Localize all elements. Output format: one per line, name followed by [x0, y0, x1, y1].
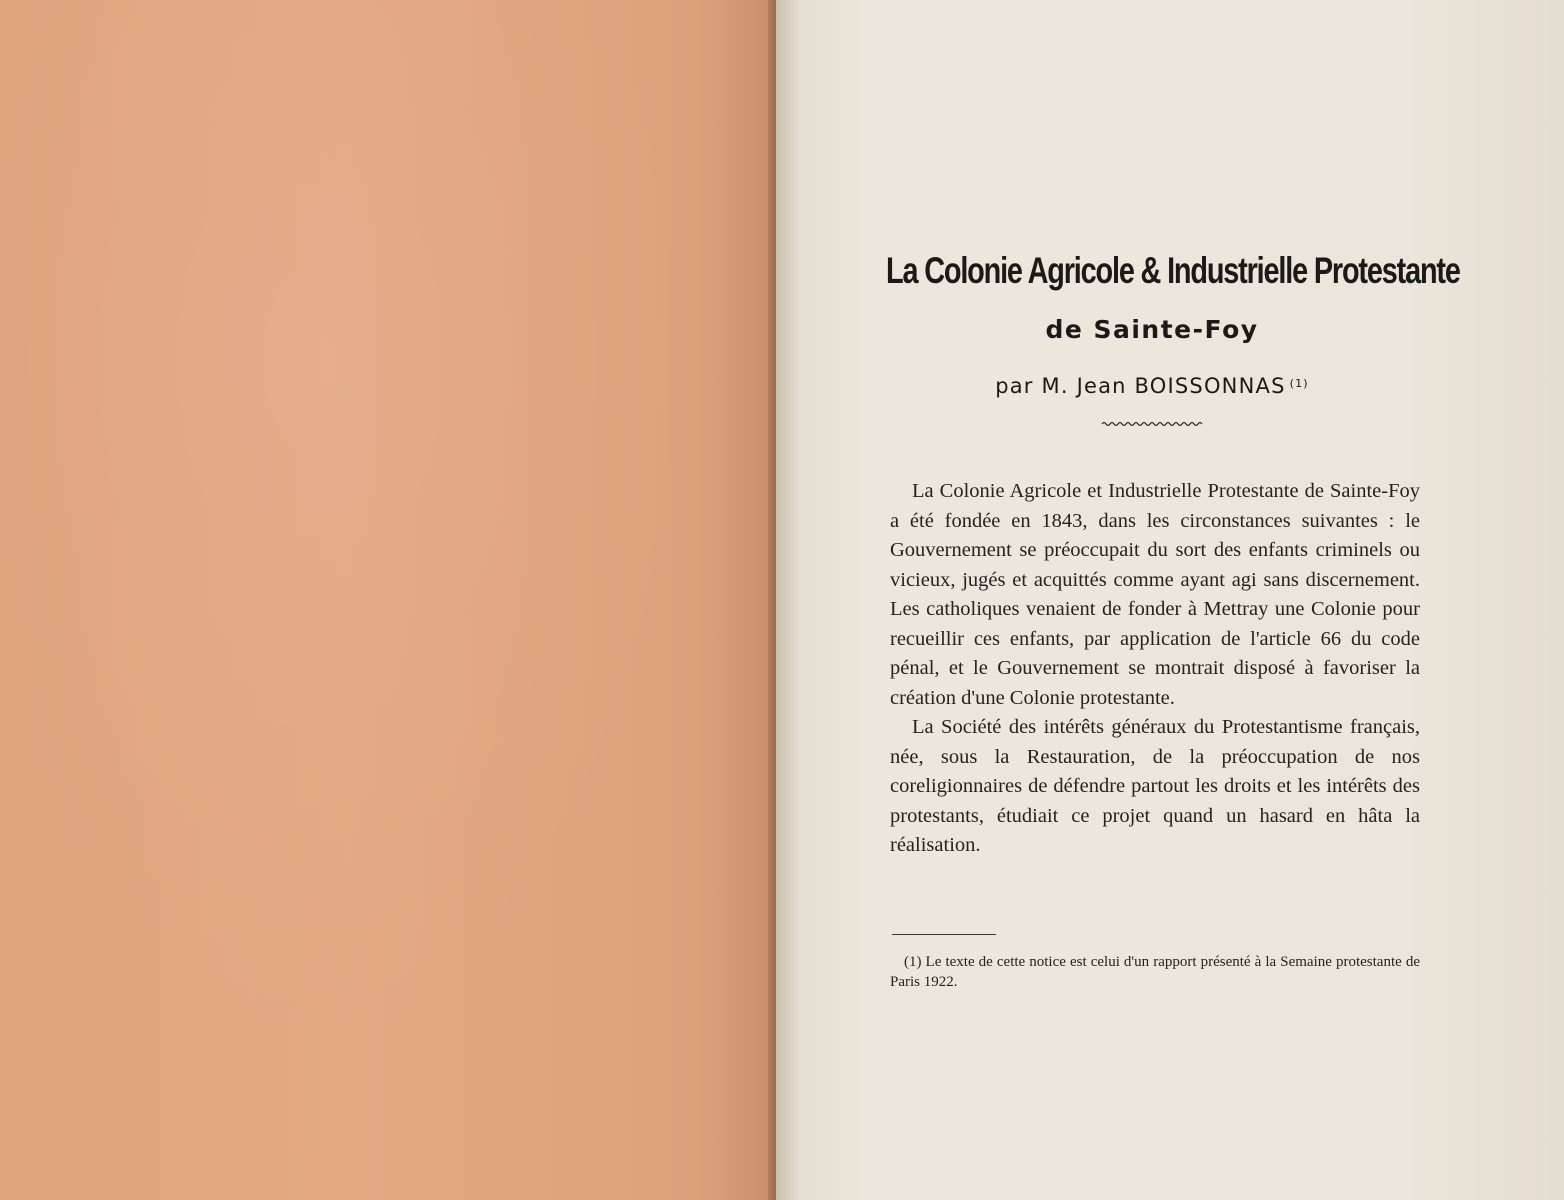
footnote-marker: (1)	[1289, 377, 1309, 390]
article-body	[890, 477, 1420, 861]
wavy-divider-ornament	[1100, 418, 1204, 430]
article-title: La Colonie Agricole & Industrielle Protestante	[886, 250, 1460, 291]
author-name: par M. Jean BOISSONNAS	[995, 374, 1286, 398]
author-line	[886, 374, 1418, 398]
paragraph-1: La Colonie Agricole et Industrielle Protestante de Sainte-Foy a été fondée en 1843, dans les circonstances suivantes : le Gouvernement se préoccupait du sort des enfants criminels ou vicieux, jugés et acquittés comme ayant agi sans discernement. Les catholiques venaient de fonder à Mettray une Colonie pour recueillir ces enfants, par application de l'article 66 du code pénal, et le Gouvernement se montrait disposé à favoriser la création d'une Colonie protestante.	[890, 480, 1420, 709]
paragraph-2: La Société des intérêts généraux du Protestantisme français, née, sous la Restauration, de la préoccupation de nos coreligionnaires de défendre partout les droits et les intérêts des protestants, étudiait ce projet quand un hasard en hâta la réalisation.	[890, 716, 1420, 856]
article-subtitle: de Sainte-Foy	[1045, 315, 1259, 344]
footnote: (1) Le texte de cette notice est celui d'un rapport présenté à la Semaine protestante de Paris 1922.	[890, 954, 1420, 990]
footnote-rule	[892, 934, 996, 935]
left-page-cover	[0, 0, 776, 1200]
